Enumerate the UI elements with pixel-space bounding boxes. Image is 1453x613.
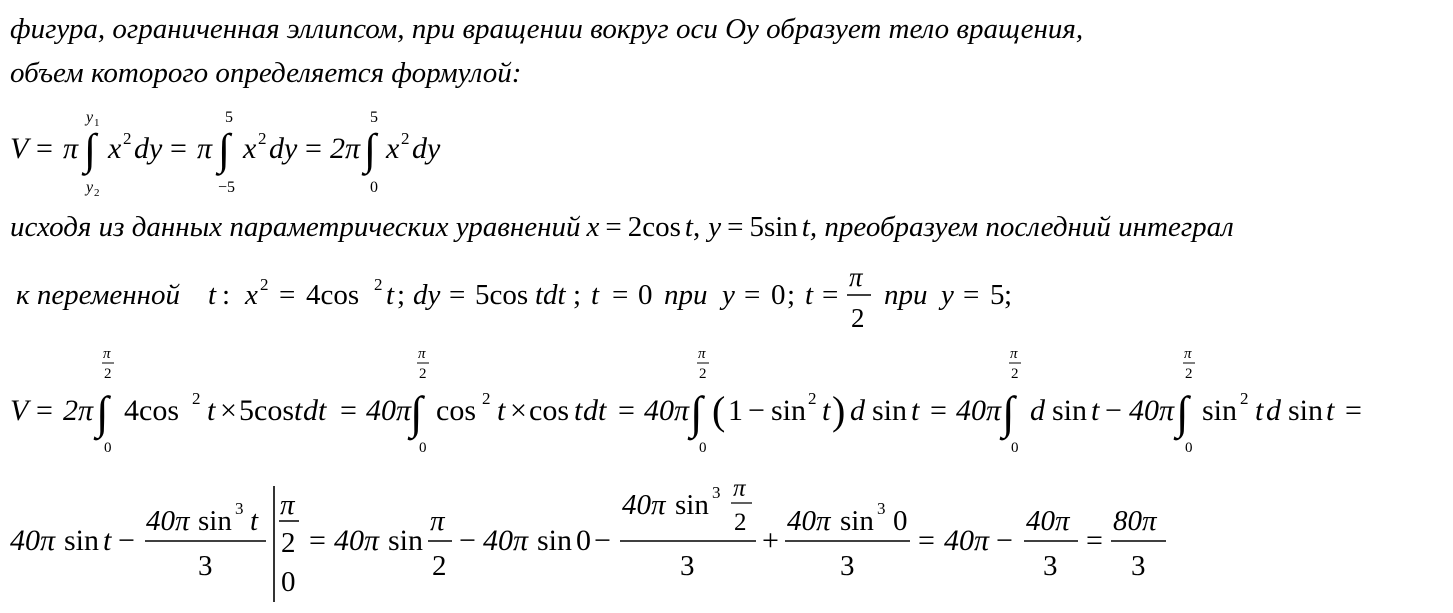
coef-5cos: 5cos <box>475 279 529 311</box>
num-2: 2 <box>851 303 865 333</box>
exp-2: 2 <box>123 129 132 148</box>
eq-sign: = <box>279 279 296 311</box>
left-paren: ( <box>712 388 726 433</box>
eq-sign: = <box>449 279 466 311</box>
lower-limit-0: 0 <box>1011 440 1019 456</box>
pi-symbol: π <box>280 489 295 521</box>
eq-sign: = <box>340 394 357 427</box>
var-V: V <box>10 394 29 427</box>
diff-d: d <box>1030 394 1045 427</box>
eq-sign: = <box>612 279 629 311</box>
diff-dy: dy <box>269 132 298 165</box>
var-t: t <box>208 279 217 311</box>
num-1: 1 <box>728 394 743 427</box>
var-x: x <box>386 132 400 165</box>
diff-d: d <box>1266 394 1281 427</box>
eq-sign: = <box>727 211 744 243</box>
upper-limit-pi: π <box>418 346 426 362</box>
num-3: 3 <box>840 550 855 582</box>
coef-40pi: 40π <box>1129 394 1175 427</box>
lower-limit-0: 0 <box>370 179 378 196</box>
exp-2: 2 <box>401 129 410 148</box>
coef-40pi: 40π <box>334 524 380 557</box>
colon: : <box>222 279 231 311</box>
upper-limit-2: 2 <box>1011 366 1019 382</box>
var-y: y <box>722 279 735 311</box>
upper-limit-pi: π <box>1184 346 1192 362</box>
fraction-40pi-over-3 <box>1024 505 1078 582</box>
coef-40pi: 40π <box>622 489 666 521</box>
parametric-intro: исходя из данных параметрических уравнений <box>10 211 581 243</box>
word-pri: при <box>664 279 708 311</box>
fraction-40pi-sin3-0-over-3 <box>785 499 910 582</box>
var-t: t <box>535 279 544 311</box>
coef-40pi: 40π <box>483 524 529 557</box>
text-line-1-content: фигура, ограниченная эллипсом, при вращении вокруг оси Oy образует тело вращения, <box>10 13 1084 45</box>
upper-limit-pi: π <box>698 346 706 362</box>
exp-2: 2 <box>374 275 383 294</box>
subscript-1: 1 <box>94 117 100 129</box>
num-0: 0 <box>281 566 296 598</box>
upper-limit-5: 5 <box>225 109 233 126</box>
minus-sign: − <box>118 524 135 557</box>
upper-limit-2: 2 <box>1185 366 1193 382</box>
var-t: t <box>1091 394 1100 427</box>
semicolon: ; <box>787 279 796 311</box>
lower-limit-y2: y <box>86 179 94 196</box>
exp-2: 2 <box>482 389 491 408</box>
var-t: t <box>103 524 112 557</box>
pi-symbol: π <box>197 132 213 165</box>
diff-d: d <box>850 394 865 427</box>
upper-limit-pi: π <box>103 346 111 362</box>
integral-sign: ∫ <box>218 125 231 174</box>
comma: , <box>692 211 701 243</box>
pi-symbol: π <box>430 505 445 537</box>
num-2: 2 <box>432 550 447 582</box>
func-sin: sin <box>675 489 709 521</box>
var-t: t <box>591 279 600 311</box>
exp-2: 2 <box>260 275 269 294</box>
semicolon: ; <box>397 279 406 311</box>
diff-dt: dt <box>303 394 327 427</box>
integral-sign: ∫ <box>690 387 703 438</box>
eq-sign: = <box>618 394 635 427</box>
pi-symbol: π <box>63 132 79 165</box>
num-3: 3 <box>1043 550 1058 582</box>
var-t: t <box>1326 394 1335 427</box>
parametric-sentence <box>10 211 1234 243</box>
fraction-pi-over-2 <box>847 262 871 333</box>
num-0: 0 <box>576 524 591 557</box>
right-paren: ) <box>832 388 846 433</box>
var-tdt: dt <box>543 279 566 311</box>
num-0: 0 <box>771 279 786 311</box>
fraction-40pi-sin3-pi2-over-3 <box>620 475 756 582</box>
exp-2: 2 <box>258 129 267 148</box>
num-3: 3 <box>680 550 695 582</box>
coef-5sin: 5sin <box>749 211 798 243</box>
var-t: t <box>386 279 395 311</box>
eq-sign: = <box>170 132 187 165</box>
num-2: 2 <box>734 509 747 536</box>
func-sin: sin <box>840 505 874 537</box>
parametric-outro: , преобразуем последний интеграл <box>809 211 1234 243</box>
coef-40pi: 40π <box>366 394 412 427</box>
fraction-40pi-sin3t-over-3 <box>145 499 266 582</box>
diff-dy: dy <box>413 279 441 311</box>
eq-sign: = <box>744 279 761 311</box>
coef-40pi: 40π <box>644 394 690 427</box>
formula-substitution <box>0 258 1453 338</box>
num-3: 3 <box>1131 550 1146 582</box>
plus-sign: + <box>762 524 779 557</box>
coef-4cos: 4cos <box>124 394 179 427</box>
var-V: V <box>10 132 29 165</box>
func-sin: sin <box>64 524 100 557</box>
diff-dy: dy <box>412 132 441 165</box>
num-2: 2 <box>281 527 296 559</box>
var-t: t <box>250 505 259 537</box>
var-x: x <box>108 132 122 165</box>
coef-80pi: 80π <box>1113 505 1157 537</box>
text-line-2 <box>0 55 1453 97</box>
coef-5cos: 5cos <box>239 394 294 427</box>
integral-sign: ∫ <box>1002 387 1015 438</box>
var-x: x <box>586 211 600 243</box>
var-t: t <box>1255 394 1264 427</box>
formula-evaluation <box>0 470 1453 610</box>
integral-sign: ∫ <box>84 125 97 174</box>
func-sin: sin <box>1052 394 1088 427</box>
fraction-pi-over-2 <box>428 505 452 582</box>
integral-sign: ∫ <box>96 387 109 438</box>
minus-sign: − <box>748 394 765 427</box>
pi-symbol: π <box>849 262 863 292</box>
semicolon: ; <box>1004 279 1013 311</box>
num-5: 5 <box>990 279 1005 311</box>
exp-2: 2 <box>192 389 201 408</box>
formula-volume <box>0 100 1453 200</box>
coef-40pi: 40π <box>944 524 990 557</box>
coef-40pi: 40π <box>1026 505 1070 537</box>
diff-dy: dy <box>134 132 163 165</box>
fraction-80pi-over-3 <box>1111 505 1166 582</box>
minus-sign: − <box>459 524 476 557</box>
num-3: 3 <box>198 550 213 582</box>
coef-2pi: 2π <box>63 394 94 427</box>
eq-sign: = <box>36 132 53 165</box>
times-sign: × <box>510 394 527 427</box>
var-t: t <box>822 394 831 427</box>
func-sin: sin <box>388 524 424 557</box>
exp-3: 3 <box>712 483 721 502</box>
times-sign: × <box>220 394 237 427</box>
text-line-2-content: объем которого определяется формулой: <box>10 57 522 89</box>
func-sin: sin <box>537 524 573 557</box>
eq-sign: = <box>930 394 947 427</box>
lower-limit-0: 0 <box>104 440 112 456</box>
subscript-2: 2 <box>94 187 100 199</box>
coef-4cos: 4cos <box>306 279 360 311</box>
func-sin: sin <box>1288 394 1324 427</box>
var-t: t <box>684 211 693 243</box>
func-sin: sin <box>872 394 908 427</box>
coef-2pi: 2π <box>330 132 361 165</box>
eq-sign: = <box>1086 524 1103 557</box>
formula-integral-chain <box>0 342 1453 462</box>
minus-sign: − <box>996 524 1013 557</box>
var-x: x <box>243 132 257 165</box>
integral-sign: ∫ <box>410 387 423 438</box>
func-sin: sin <box>198 505 232 537</box>
num-0: 0 <box>893 505 908 537</box>
num-0: 0 <box>638 279 653 311</box>
upper-limit-2: 2 <box>699 366 707 382</box>
var-y: y <box>941 279 954 311</box>
word-pri: при <box>884 279 928 311</box>
coef-40pi: 40π <box>10 524 56 557</box>
exp-3: 3 <box>235 499 244 518</box>
func-cos: cos <box>529 394 569 427</box>
coef-40pi: 40π <box>146 505 190 537</box>
func-sin: sin <box>1202 394 1238 427</box>
var-t: t <box>294 394 303 427</box>
diff-dt: dt <box>583 394 607 427</box>
var-t: t <box>805 279 814 311</box>
var-t: t <box>207 394 216 427</box>
lower-limit-0: 0 <box>419 440 427 456</box>
exp-2: 2 <box>808 389 817 408</box>
eq-sign: = <box>822 279 839 311</box>
coef-2cos: 2cos <box>627 211 681 243</box>
eq-sign: = <box>963 279 980 311</box>
var-x: x <box>245 279 258 311</box>
text-line-parametric <box>0 206 1453 248</box>
eq-sign: = <box>1345 394 1362 427</box>
lower-limit-neg5: −5 <box>218 179 236 196</box>
eq-sign: = <box>36 394 53 427</box>
minus-sign: − <box>594 524 611 557</box>
lower-limit-0: 0 <box>699 440 707 456</box>
text-line-1 <box>0 6 1453 48</box>
integral-sign: ∫ <box>1176 387 1189 438</box>
func-sin: sin <box>771 394 807 427</box>
exp-2: 2 <box>1240 389 1249 408</box>
upper-limit-y1: y <box>86 109 94 126</box>
lower-limit-0: 0 <box>1185 440 1193 456</box>
exp-3: 3 <box>877 499 886 518</box>
var-t: t <box>497 394 506 427</box>
upper-limit-pi: π <box>1010 346 1018 362</box>
eq-sign: = <box>605 211 622 243</box>
upper-limit-2: 2 <box>419 366 427 382</box>
minus-sign: − <box>1105 394 1122 427</box>
eq-sign: = <box>309 524 326 557</box>
var-t: t <box>911 394 920 427</box>
coef-40pi: 40π <box>956 394 1002 427</box>
var-y: y <box>708 211 722 243</box>
eq-sign: = <box>305 132 322 165</box>
func-cos: cos <box>436 394 476 427</box>
eval-limits <box>279 489 299 598</box>
semicolon: ; <box>573 279 582 311</box>
substitution-intro: к переменной <box>16 279 180 311</box>
pi-symbol: π <box>733 475 746 502</box>
coef-40pi: 40π <box>787 505 831 537</box>
var-t: t <box>574 394 583 427</box>
var-t: t <box>801 211 810 243</box>
integral-sign: ∫ <box>364 125 377 174</box>
upper-limit-5: 5 <box>370 109 378 126</box>
eq-sign: = <box>918 524 935 557</box>
upper-limit-2: 2 <box>104 366 112 382</box>
